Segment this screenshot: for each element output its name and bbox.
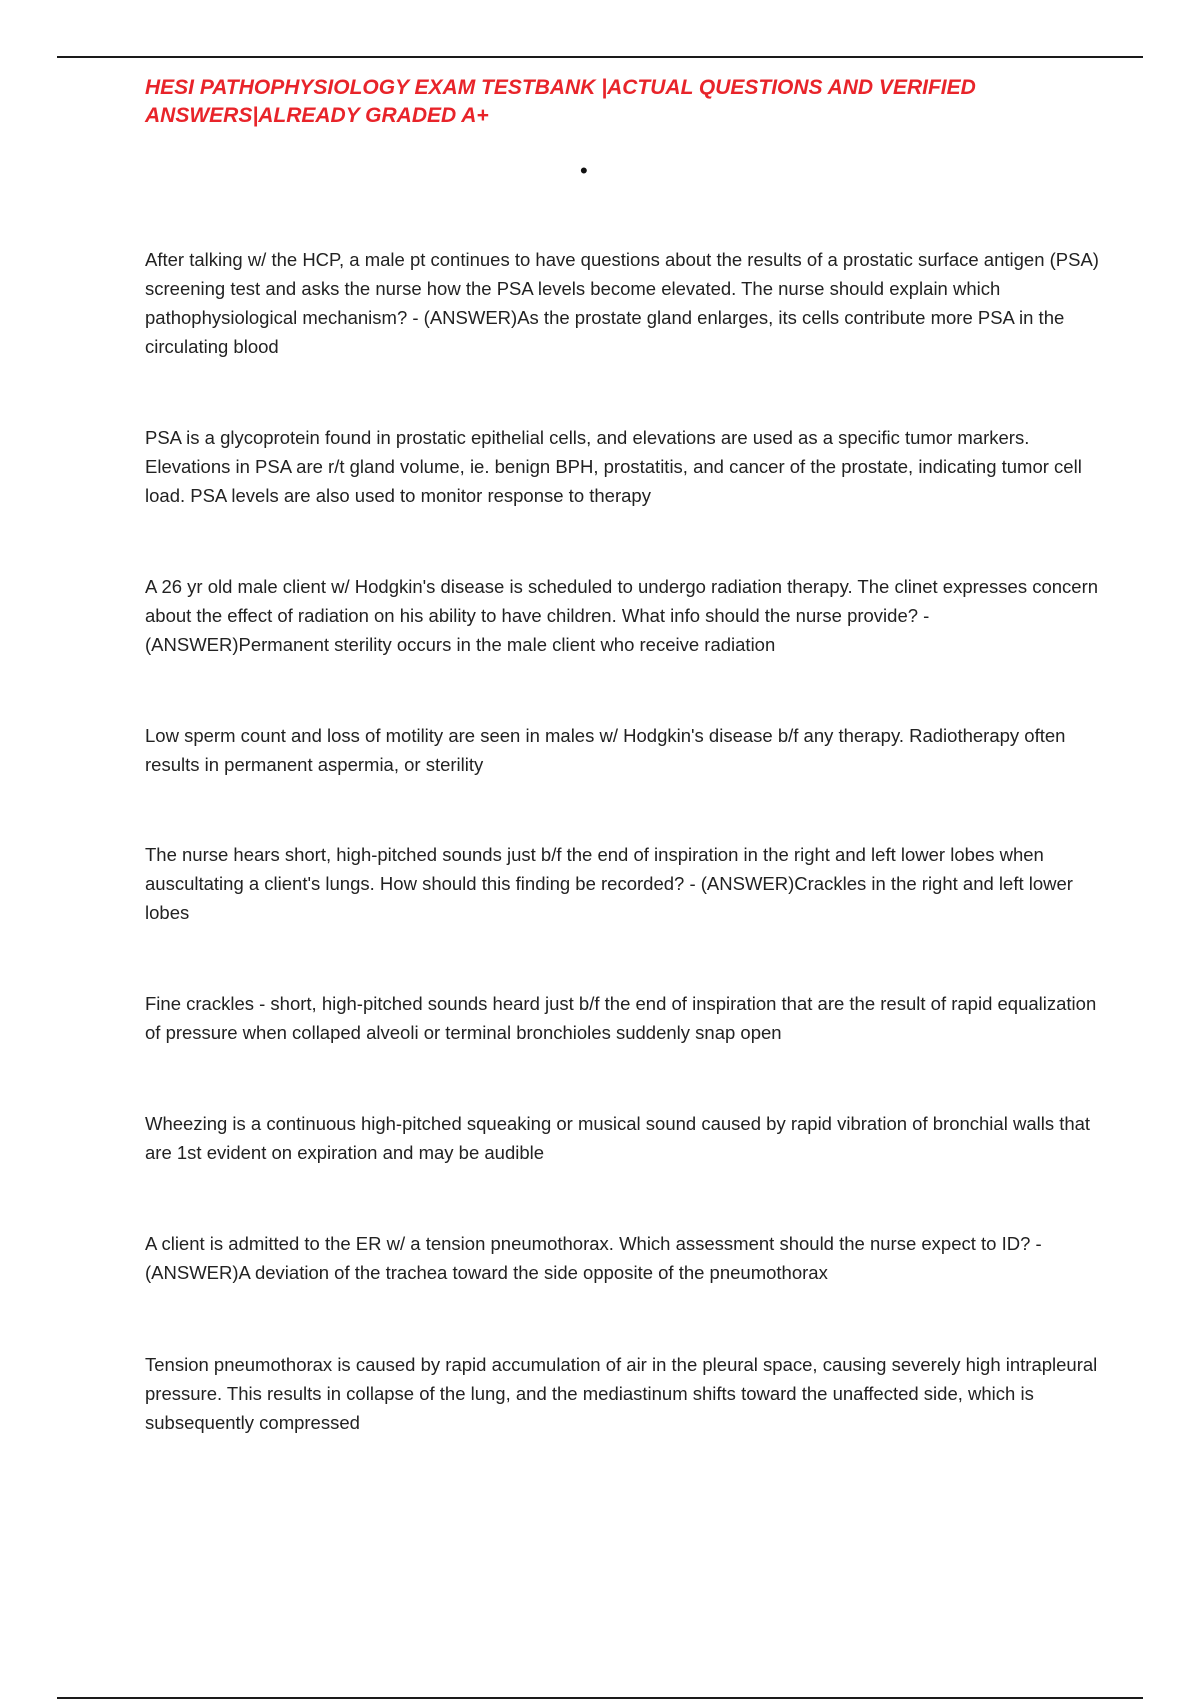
paragraph-psa-rationale: PSA is a glycoprotein found in prostatic epithelial cells, and elevations are used as a specific tumor markers. Elevations in PSA are r/t gland volume, ie. benign BPH, prostatitis, and cancer of the prostate, indicating tumor cell load. PSA levels are also used to monitor response to therapy — [145, 427, 1082, 506]
footer-rule — [57, 1697, 1143, 1699]
paragraph-hodgkin-rationale: Low sperm count and loss of motility are seen in males w/ Hodgkin's disease b/f any therapy. Radiotherapy often results in permanent aspermia, or sterility — [145, 725, 1066, 775]
paragraph-wheezing-rationale: Wheezing is a continuous high-pitched squeaking or musical sound caused by rapid vibration of bronchial walls that are 1st evident on expiration and may be audible — [145, 1113, 1091, 1163]
paragraph-pneumothorax-rationale: Tension pneumothorax is caused by rapid accumulation of air in the pleural space, causing severely high intrapleural pressure. This results in collapse of the lung, and the mediastinum shifts toward the unaffected side, which is subsequently compressed — [145, 1354, 1098, 1433]
bullet-marker: • — [580, 158, 588, 183]
document-title: HESI PATHOPHYSIOLOGY EXAM TESTBANK |ACTUAL QUESTIONS AND VERIFIED ANSWERS|ALREADY GRADED A+ — [145, 76, 976, 127]
paragraph-pneumothorax-question: A client is admitted to the ER w/ a tension pneumothorax. Which assessment should the nurse expect to ID? - (ANSWER)A deviation of the trachea toward the side opposite of the pneumothorax — [145, 1233, 1042, 1283]
header-rule — [57, 56, 1143, 58]
paragraph-crackles-rationale: Fine crackles - short, high-pitched sounds heard just b/f the end of inspiration that are the result of rapid equalization of pressure when collaped alveoli or terminal bronchioles suddenly snap open — [145, 993, 1097, 1043]
paragraph-crackles-question: The nurse hears short, high-pitched sounds just b/f the end of inspiration in the right and left lower lobes when auscultating a client's lungs. How should this finding be recorded? - (ANSWER)Crackles in the right and left lower lobes — [145, 844, 1073, 923]
paragraph-psa-question: After talking w/ the HCP, a male pt continues to have questions about the results of a prostatic surface antigen (PSA) screening test and asks the nurse how the PSA levels become elevated. The nurse should explain which pathophysiological mechanism? - (ANSWER)As the prostate gland enlarges, its cells contribute more PSA in the circulating blood — [145, 249, 1099, 357]
paragraph-hodgkin-question: A 26 yr old male client w/ Hodgkin's disease is scheduled to undergo radiation therapy. The clinet expresses concern about the effect of radiation on his ability to have children. What info should the nurse provide? - (ANSWER)Permanent sterility occurs in the male client who receive radiation — [145, 576, 1099, 655]
